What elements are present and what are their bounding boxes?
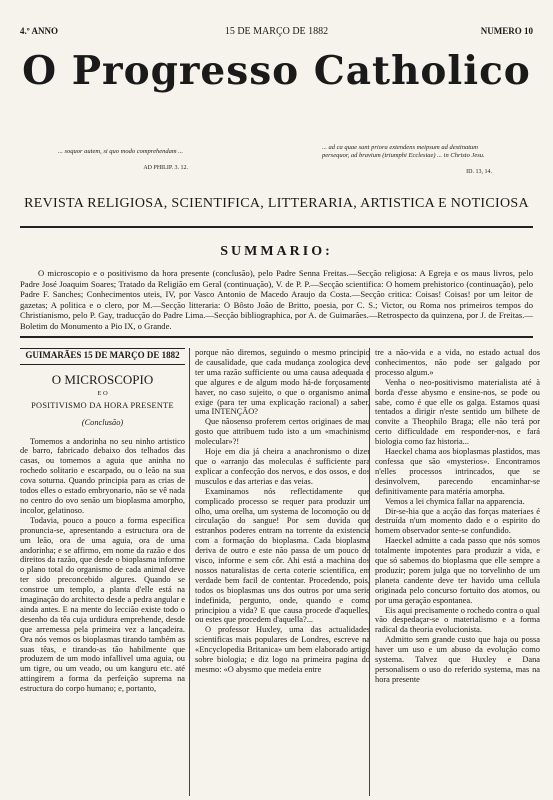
paragraph: Venha o neo-positivismo materialista até à borda d'esse abysmo e ensine-nos, se pode ou sabe, como é que elle os galga. Estamos quasi tentados a dirigir n'este sentido um bilhete de convite a Theophilo Braga; elle não terá por certo difficuldade em responder-nos, e fará biologia como faz historia...: [375, 377, 540, 447]
paragraph: Admitto sem grande custo que haja ou possa haver um uso e um abuso da evolução como systema. Talvez que Huxley e Dana personalisem o uso do referido systema, mas na hora presente: [375, 635, 540, 684]
article-date-heading: GUIMARÃES 15 DE MARÇO DE 1882: [20, 348, 185, 365]
masthead-title: O Progresso Catholico: [22, 48, 531, 94]
summary-text: O microscopio e o positivismo da hora presente (conclusão), pelo Padre Senna Freitas.—Secção religiosa: A Egreja e os maus livros, pelo Padre José Joaquim Soares; Tratado da Religião em Geral (continuação), V. de P. P.—Secção scientifica: O homem prehistorico (continuação), pelo Padre F. Sanches; Conhecimentos uteis, IV, por Vasco Antonio de Macedo Araujo da Costa.—Secção critica: Coisas! Coisas! por um leitor de gazetas; A politica e o clero, por M.—Secção litteraria: O Bôsto João de Britto, poesia, por C. S.; Victor, ou Roma nos primeiros tempos do Christianismo, pelo P. Gay, traducção do Padre Lima.—Secção bibliographica, por A. de Guimarães.—Retrospecto da quinzena, por J. de Freitas.—Boletim do Monumento a Pio IX, o Grande.: [20, 268, 533, 331]
divider: [20, 336, 533, 338]
paragraph: Examinamos nós reflectidamente que complicado processo se requer para produzir um olho, uma orelha, um systema de locomoção ou de circulação do sangue! Por sem duvida que estranhos poderes entram na torrente da existencia com a formação do bioplasma. Cada bioplasma deriva de outro e este não passa de um pouco de visco, informe e sem côr. Ahi está a machina dos nossos naturalistas de certa coterie scientifica, em verdade bem facil de contentar. Procedendo, pois, todos os bioplasmas uns dos outros por uma serie indefinida, pergunto, onde, quando e como principiou a vida? E que causa procede d'aquelles, ou estes que procedem d'aquella?...: [195, 486, 370, 625]
paragraph: Vemos a lei chymica fallar na apparencia.: [385, 496, 525, 506]
paragraph: Dir-se-hia que a acção das forças materiaes é destruída n'um momento dado e o espirito do homem observador sente-se confundido.: [375, 506, 540, 536]
epigraph-left-text: ... soquor autem, si quo modo comprehendam ...: [58, 148, 184, 155]
top-header: [20, 26, 533, 40]
paragraph: Todavia, pouco a pouco a forma especifica pronuncia-se, apresentando a estructura ora de um leão, ora de uma aguia, ora de uma andorinha; e se affirmo, em nome da razão e dos direitos da razão, que desde o bioplasma informe o plano total do organismo de cada animal deve ter sido preconcebido algures. Quando se constroe um templo, a planta d'elle está na imaginação do architecto desde a pedra angular e ainda antes. E na mente do leccião existe todo o desenho da têa cuja urdidura emprehende, desde que arremessa pela primeira vez a lançadeira. Ora nós vemos os bioplasmas tirando também as suas têas, e tirando-as tão habilmente que produzem de um modo infallivel uma aguia, ou um tigre, ou um veado, ou um kanguru etc. até attingirem a forma da perfeição suprema na estructura do corpo humano; e, portanto,: [20, 515, 185, 694]
article-continuation: (Conclusão): [81, 417, 124, 427]
epigraph-right-ref: ID. 13, 14.: [466, 169, 492, 175]
epigraph-right: [322, 144, 492, 176]
masthead-subtitle: REVISTA RELIGIOSA, SCIENTIFICA, LITTERARIA, ARTISTICA E NOTICIOSA: [24, 196, 529, 211]
divider: [20, 226, 533, 228]
issue-number: NUMERO 10: [480, 26, 533, 36]
paragraph: tre a não-vida e a vida, no estado actual dos conhecimentos, não pode ser galgado por processo algum.»: [375, 348, 540, 377]
issue-date: 15 DE MARÇO DE 1882: [224, 26, 329, 37]
paragraph: porque não diremos, seguindo o mesmo principio de causalidade, que cada mudança zoologica deve ter uma razão sufficiente ou uma causa adequada e que algures e de algum modo há-de forçosamente haver, no caso sujeito, o que o organismo animal exige (para ter uma explicação racional) a saber, uma INTENÇÃO?: [195, 348, 370, 417]
article-column-3: [369, 348, 540, 796]
summary-title: SUMMARIO:: [220, 244, 333, 259]
article-column-1: [20, 348, 185, 694]
paragraph: Que nãosenso proferem certos originaes de mau gosto que attribuem tudo isto a um «machinismo molecular»?!: [195, 417, 370, 447]
paragraph: O professor Huxley, uma das actualidades scientificas mais populares de Londres, escreve na «Encyclopedia Britanica» um bem elaborado artigo sobre biologia; e diz logo na primeira pagina do mesmo: «O abysmo que medeia entre: [195, 625, 370, 674]
paragraph: Hoje em dia já cheira a anachronismo o dizer que o «arranjo das moleculas é sufficiente para explicar a confecção dos nervos, e dos ossos, e dos musculos e das arterias e das veias.: [195, 447, 370, 486]
epigraph-right-text: ... ad ca quae sunt priora extendens meipsum ad destinatum persequor, ad bravium (triumphi Ecclesiae) ... in Christo Jesu.: [322, 144, 485, 159]
article-subtitle: POSITIVISMO DA HORA PRESENTE: [31, 400, 174, 410]
article-title-conj: E O: [97, 389, 108, 397]
epigraph-left-ref: AD PHILIP. 3. 12.: [143, 165, 188, 171]
paragraph: Eis aqui precisamente o rochedo contra o qual vão despedaçar-se o materialismo e a forma radical da theoria evolucionista.: [375, 605, 540, 635]
article-column-2: [189, 348, 370, 796]
article-title: O MICROSCOPIO: [51, 371, 154, 387]
epigraph-left: [58, 148, 188, 172]
edition-label: 4.º ANNO: [20, 26, 58, 36]
paragraph: Haeckel chama aos bioplasmas plastidos, mas confessa que são «mysterios». Encontramos n'elles processos intrincados, que se desinvolvem, parecendo encaminhar-se definitivamente para matéria amorpha.: [375, 447, 540, 496]
paragraph: Haeckel admitte a cada passo que nós somos totalmente impotentes para produzir a vida, e que só sabemos do bioplasma que elle sempre a produzir; porem julga que no torvelinho de um planeta candente deve ter havido uma cellula originada pelo concurso fortuito dos atomos, ou por uma geração espontanea.: [375, 536, 540, 605]
paragraph: Tomemos a andorinha no seu ninho artistico de barro, fabricado debaixo dos telhados das casas, ou tomemos a aguia que aninha no rochedo solitario e escarpado, ou o leão na sua cova soturna. Quando principia para as crias de todos elles o estado embryonario, não se vê nada no centro do ovo senão um bioplasma amorpho, incolor, gelatinoso.: [20, 436, 185, 515]
